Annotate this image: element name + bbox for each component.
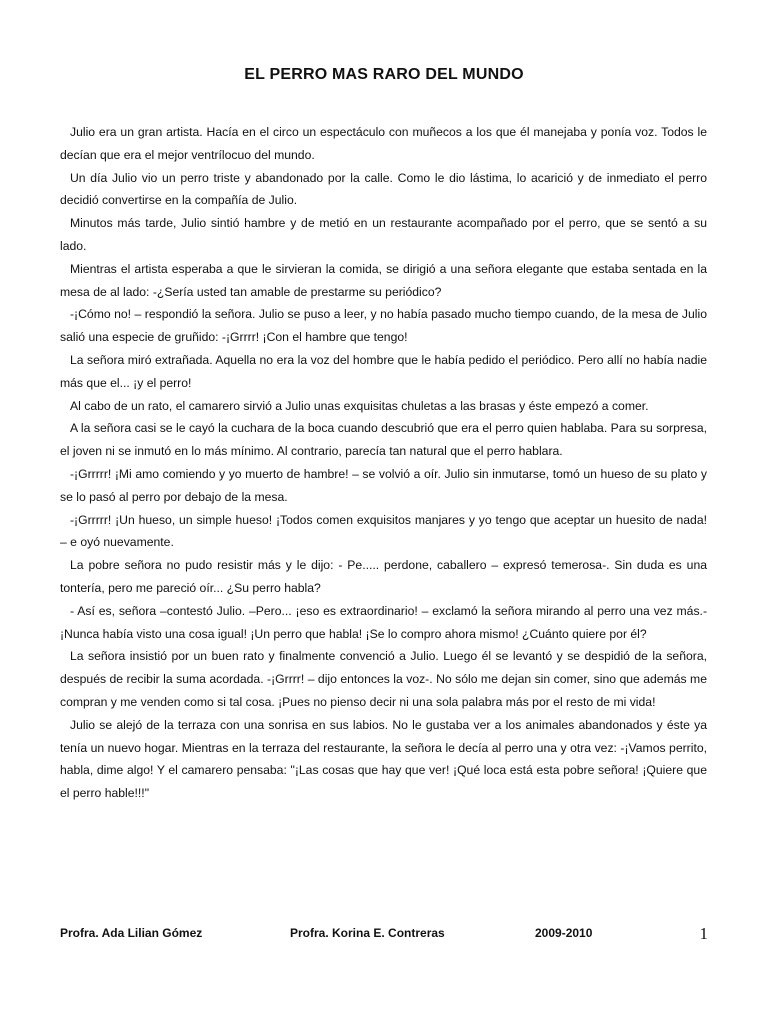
paragraph: -¡Grrrrr! ¡Mi amo comiendo y yo muerto de hambre! – se volvió a oír. Julio sin inmutarse, tomó un hueso de su plato y se lo pasó al perro por debajo de la mesa. [60,466,707,504]
paragraph: - Así es, señora –contestó Julio. –Pero... ¡eso es extraordinario! – exclamó la señora mirando al perro una vez más.- ¡Nunca había visto una cosa igual! ¡Un perro que habla! ¡Se lo compro ahora mismo! ¿Cuánto quiere por él? [60,603,707,641]
paragraph: Mientras el artista esperaba a que le sirvieran la comida, se dirigió a una señora elegante que estaba sentada en la mesa de al lado: -¿Sería usted tan amable de prestarme su periódico? [60,261,707,299]
story-body [60,121,707,805]
paragraph: Minutos más tarde, Julio sintió hambre y de metió en un restaurante acompañado por el perro, que se sentó a su lado. [60,216,707,253]
paragraph: A la señora casi se le cayó la cuchara de la boca cuando descubrió que era el perro quien hablaba. Para su sorpresa, el joven ni se inmutó en lo más mínimo. Al contrario, parecía tan natural que el perro hablara. [60,421,707,459]
footer-author-2: Profra. Korina E. Contreras [290,926,445,940]
paragraph: Un día Julio vio un perro triste y abandonado por la calle. Como le dio lástima, lo acarició y de inmediato el perro decidió convertirse en la compañía de Julio. [60,170,707,208]
paragraph: -¡Grrrrr! ¡Un hueso, un simple hueso! ¡Todos comen exquisitos manjares y yo tengo que aceptar un huesito de nada! – e oyó nuevamente. [60,512,707,550]
paragraph: La señora miró extrañada. Aquella no era la voz del hombre que le había pedido el periódico. Pero allí no había nadie más que el... ¡y el perro! [60,352,707,390]
paragraph: La pobre señora no pudo resistir más y le dijo: - Pe..... perdone, caballero – expresó temerosa-. Sin duda es una tontería, pero me pareció oír... ¿Su perro habla? [60,558,707,595]
page-footer [60,924,708,948]
footer-school-year: 2009-2010 [535,926,593,940]
document-title: EL PERRO MAS RARO DEL MUNDO [244,66,524,83]
paragraph: -¡Cómo no! – respondió la señora. Julio se puso a leer, y no había pasado mucho tiempo cuando, de la mesa de Julio salió una especie de gruñido: -¡Grrrr! ¡Con el hambre que tengo! [60,307,707,345]
page-number: 1 [699,924,708,943]
paragraph: Julio se alejó de la terraza con una sonrisa en sus labios. No le gustaba ver a los animales abandonados y éste ya tenía un nuevo hogar. Mientras en la terraza del restaurante, la señora le decía al perro una y otra vez: -¡Vamos perrito, habla, dime algo! Y el camarero pensaba: "¡Las cosas que hay que ver! ¡Qué loca está esta pobre señora! ¡Quiere que el perro hable!!!" [60,717,707,801]
paragraph: Julio era un gran artista. Hacía en el circo un espectáculo con muñecos a los que él manejaba y ponía voz. Todos le decían que era el mejor ventrílocuo del mundo. [60,125,707,162]
paragraph: La señora insistió por un buen rato y finalmente convenció a Julio. Luego él se levantó y se despidió de la señora, después de recibir la suma acordada. -¡Grrrr! – dijo entonces la voz-. No sólo me dejan sin comer, sino que además me compran y me venden como si tal cosa. ¡Pues no pienso decir ni una sola palabra más por el resto de mi vida! [60,649,707,709]
footer-author-1: Profra. Ada Lilian Gómez [60,926,203,940]
paragraph: Al cabo de un rato, el camarero sirvió a Julio unas exquisitas chuletas a las brasas y éste empezó a comer. [70,398,649,413]
